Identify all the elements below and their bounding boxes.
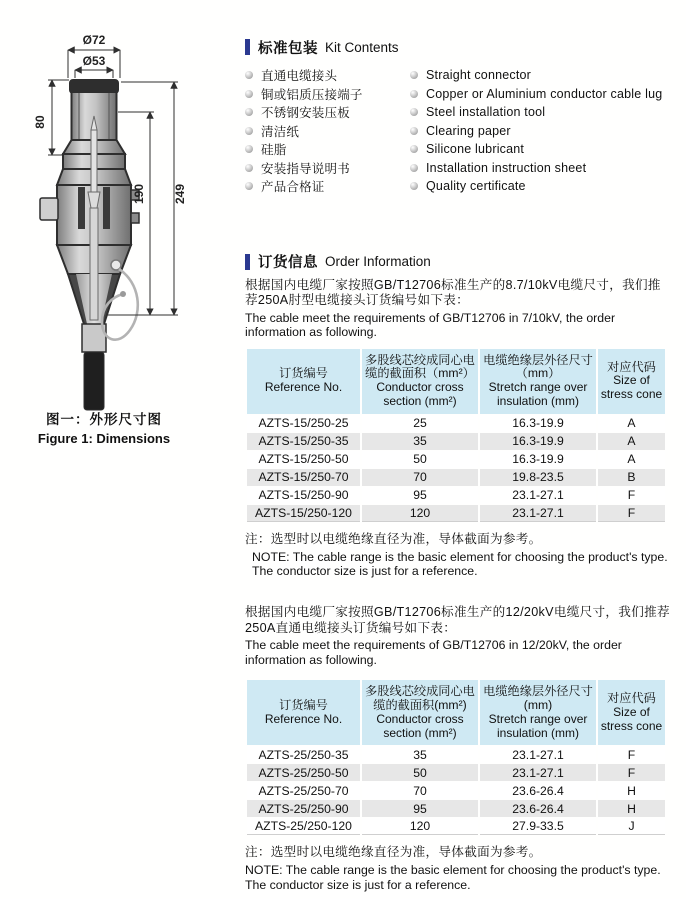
kit-item-zh: 硅脂 bbox=[261, 143, 287, 158]
cell-ref: AZTS-15/250-50 bbox=[247, 451, 360, 468]
cell-ref: AZTS-15/250-90 bbox=[247, 487, 360, 504]
table-row bbox=[247, 433, 665, 450]
order-paragraph-2 bbox=[245, 605, 673, 667]
bullet-icon bbox=[410, 164, 418, 172]
section-bar-icon bbox=[245, 39, 250, 55]
cell-ref: AZTS-15/250-35 bbox=[247, 433, 360, 450]
kit-title-zh: 标准包装 bbox=[258, 40, 318, 57]
bullet-icon bbox=[410, 108, 418, 116]
kit-list-item bbox=[245, 122, 673, 141]
figure-caption-en: Figure 1: Dimensions bbox=[37, 431, 171, 446]
kit-contents-header bbox=[245, 38, 673, 56]
header-reference-no: 订货编号 Reference No. bbox=[247, 349, 360, 414]
bullet-icon bbox=[245, 71, 253, 79]
kit-item-en: Steel installation tool bbox=[426, 105, 546, 120]
table-row bbox=[247, 746, 665, 763]
cell-stretch: 16.3-19.9 bbox=[480, 451, 596, 468]
bullet-icon bbox=[245, 145, 253, 153]
note-2-zh: 注：选型时以电缆绝缘直径为准，导体截面为参考。 bbox=[245, 845, 542, 860]
order-paragraph-2-en: The cable meet the requirements of GB/T12706 in 12/20kV, the order information as following. bbox=[245, 638, 622, 667]
bullet-icon bbox=[410, 182, 418, 190]
cell-code: A bbox=[598, 415, 665, 432]
cell-cross: 50 bbox=[362, 451, 478, 468]
cell-code: F bbox=[598, 764, 665, 781]
table-row bbox=[247, 818, 665, 835]
note-1-zh: 注：选型时以电缆绝缘直径为准，导体截面为参考。 bbox=[245, 531, 542, 546]
kit-list-item bbox=[245, 85, 673, 104]
cell-code: F bbox=[598, 505, 665, 522]
kit-item-zh: 直通电缆接头 bbox=[261, 69, 338, 84]
note-2-en: NOTE: The cable range is the basic element for choosing the product's type. The conductor size is just for a reference. bbox=[245, 863, 661, 893]
cell-ref: AZTS-15/250-70 bbox=[247, 469, 360, 486]
cell-cross: 35 bbox=[362, 433, 478, 450]
header-stretch-range: 电缆绝缘层外径尺寸（mm） Stretch range over insulation (mm) bbox=[480, 349, 596, 414]
note-1-en: NOTE: The cable range is the basic element for choosing the product's type. The conductor size is just for a reference. bbox=[252, 549, 668, 579]
content-column bbox=[245, 38, 673, 893]
kit-item-en: Quality certificate bbox=[426, 179, 526, 194]
cell-code: F bbox=[598, 487, 665, 504]
kit-list-item bbox=[245, 159, 673, 178]
kit-item-zh: 产品合格证 bbox=[261, 180, 325, 195]
order-paragraph-1-en: The cable meet the requirements of GB/T12706 in 7/10kV, the order information as following. bbox=[245, 310, 616, 340]
kit-item-en: Installation instruction sheet bbox=[426, 160, 587, 175]
cell-ref: AZTS-25/250-50 bbox=[247, 764, 360, 781]
dimension-figure bbox=[0, 22, 240, 472]
header-reference-no: 订货编号 Reference No. bbox=[247, 680, 360, 745]
figure-caption bbox=[14, 408, 194, 446]
cell-cross: 120 bbox=[362, 818, 478, 835]
kit-item-zh: 安装指导说明书 bbox=[261, 161, 350, 176]
table-row bbox=[247, 469, 665, 486]
cell-code: A bbox=[598, 451, 665, 468]
cell-code: H bbox=[598, 800, 665, 817]
kit-title-en: Kit Contents bbox=[325, 39, 399, 55]
kit-item-en: Copper or Aluminium conductor cable lug bbox=[426, 86, 663, 101]
cell-code: F bbox=[598, 746, 665, 763]
order-title-zh: 订货信息 bbox=[258, 255, 318, 271]
cell-ref: AZTS-25/250-70 bbox=[247, 782, 360, 799]
kit-item-en: Straight connector bbox=[426, 68, 532, 83]
cell-cross: 70 bbox=[362, 782, 478, 799]
cell-stretch: 23.1-27.1 bbox=[480, 505, 596, 522]
header-stress-cone: 对应代码 Size of stress cone bbox=[598, 349, 665, 414]
order-title-en: Order Information bbox=[325, 254, 431, 269]
bullet-icon bbox=[245, 108, 253, 116]
cell-ref: AZTS-25/250-120 bbox=[247, 818, 360, 835]
note-1 bbox=[245, 528, 673, 579]
order-table-20kv bbox=[245, 679, 667, 836]
cell-stretch: 23.1-27.1 bbox=[480, 764, 596, 781]
cell-cross: 95 bbox=[362, 800, 478, 817]
cell-cross: 50 bbox=[362, 764, 478, 781]
cell-ref: AZTS-25/250-35 bbox=[247, 746, 360, 763]
cell-cross: 25 bbox=[362, 415, 478, 432]
table-header-row bbox=[247, 349, 665, 414]
order-paragraph-1-zh: 根据国内电缆厂家按照GB/T12706标准生产的8.7/10kV电缆尺寸，我们推荐250A肘型电缆接头订货编号如下表： bbox=[245, 277, 661, 307]
kit-item-zh: 清洁纸 bbox=[261, 124, 300, 139]
cable-termination-drawing bbox=[0, 22, 240, 472]
cell-cross: 120 bbox=[362, 505, 478, 522]
bullet-icon bbox=[245, 90, 253, 98]
order-info-header bbox=[245, 253, 673, 271]
dim-outer-diameter: Ø72 bbox=[82, 33, 106, 47]
order-paragraph-2-zh: 根据国内电缆厂家按照GB/T12706标准生产的12/20kV电缆尺寸，我们推荐250A直通电缆接头订货编号如下表： bbox=[245, 605, 670, 635]
cell-stretch: 16.3-19.9 bbox=[480, 433, 596, 450]
dim-inner-diameter: Ø53 bbox=[82, 54, 106, 68]
table-header-row bbox=[247, 680, 665, 745]
kit-item-en: Clearing paper bbox=[426, 123, 511, 138]
cell-code: A bbox=[598, 433, 665, 450]
dim-total-length: 249 bbox=[173, 183, 187, 205]
bullet-icon bbox=[410, 90, 418, 98]
cell-stretch: 19.8-23.5 bbox=[480, 469, 596, 486]
kit-item-en: Silicone lubricant bbox=[426, 142, 525, 157]
header-conductor-cross: 多股线芯绞成同心电缆的截面积（mm²） Conductor cross section (mm²) bbox=[362, 349, 478, 414]
bullet-icon bbox=[410, 71, 418, 79]
kit-list-item bbox=[245, 103, 673, 122]
table-row bbox=[247, 487, 665, 504]
kit-item-zh: 铜或铝质压接端子 bbox=[261, 87, 363, 102]
table-row bbox=[247, 415, 665, 432]
cell-code: B bbox=[598, 469, 665, 486]
cell-stretch: 27.9-33.5 bbox=[480, 818, 596, 835]
order-table-10kv bbox=[245, 348, 667, 523]
table-row bbox=[247, 764, 665, 781]
cell-stretch: 23.1-27.1 bbox=[480, 746, 596, 763]
dim-mid-length: 190 bbox=[132, 183, 146, 205]
cell-cross: 95 bbox=[362, 487, 478, 504]
figure-caption-zh: 图一：外形尺寸图 bbox=[46, 412, 162, 427]
table-row bbox=[247, 451, 665, 468]
kit-list-item bbox=[245, 177, 673, 196]
header-stretch-range: 电缆绝缘层外径尺寸(mm) Stretch range over insulation (mm) bbox=[480, 680, 596, 745]
bullet-icon bbox=[410, 127, 418, 135]
cell-ref: AZTS-15/250-120 bbox=[247, 505, 360, 522]
cell-cross: 35 bbox=[362, 746, 478, 763]
cell-code: H bbox=[598, 782, 665, 799]
cell-ref: AZTS-15/250-25 bbox=[247, 415, 360, 432]
cell-code: J bbox=[598, 818, 665, 835]
header-stress-cone: 对应代码 Size of stress cone bbox=[598, 680, 665, 745]
kit-contents-list bbox=[245, 66, 673, 196]
bullet-icon bbox=[245, 182, 253, 190]
kit-list-item bbox=[245, 66, 673, 85]
cell-stretch: 23.6-26.4 bbox=[480, 800, 596, 817]
bullet-icon bbox=[410, 145, 418, 153]
table-row bbox=[247, 505, 665, 522]
cell-stretch: 23.6-26.4 bbox=[480, 782, 596, 799]
bullet-icon bbox=[245, 164, 253, 172]
cell-stretch: 16.3-19.9 bbox=[480, 415, 596, 432]
section-bar-icon bbox=[245, 254, 250, 270]
table-row bbox=[247, 800, 665, 817]
kit-list-item bbox=[245, 140, 673, 159]
note-2 bbox=[245, 841, 673, 892]
kit-item-zh: 不锈钢安装压板 bbox=[261, 106, 350, 121]
bullet-icon bbox=[245, 127, 253, 135]
cell-cross: 70 bbox=[362, 469, 478, 486]
cell-ref: AZTS-25/250-90 bbox=[247, 800, 360, 817]
cell-stretch: 23.1-27.1 bbox=[480, 487, 596, 504]
order-paragraph-1 bbox=[245, 278, 673, 340]
dim-upper-length: 80 bbox=[33, 115, 47, 129]
table-row bbox=[247, 782, 665, 799]
header-conductor-cross: 多股线芯绞成同心电缆的截面积(mm²) Conductor cross section (mm²) bbox=[362, 680, 478, 745]
